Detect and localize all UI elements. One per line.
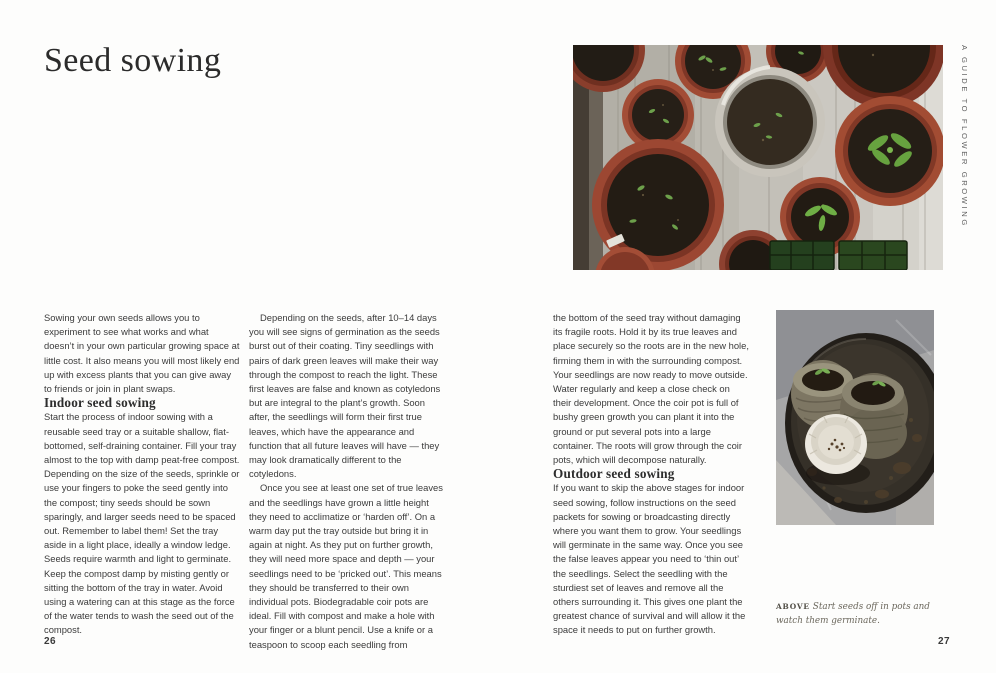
paragraph-harden-off: Once you see at least one set of true leaves and the seedlings have grown a little height they need to acclimatize or ‘harden off’. On a warm day put the tray outside but bring it in again at night. As they put on further growth, they will need more space and depth — your seedlings need to be ‘pricked out’. This means they should be transferred to their own individual pots. Biodegradable coir pots are ideal. Fill with compost and make a hole with your finger or a blunt pencil. Use a knife or a teaspoon to scoop each seedling from (249, 482, 443, 650)
photo-terracotta-seedling-pots (573, 45, 943, 270)
page-number-right: 27 (938, 636, 951, 647)
paragraph-indoor: Start the process of indoor sowing with a reusable seed tray or a suitable shallow, flat-bottomed, self-draining container. Fill your tray almost to the top with damp peat-free compost. Depending on the size of the seeds, sprinkle or use your fingers to poke the seed gently into the compost; tiny seeds should be sown sparingly, and larger seeds need to be spaced out. Remember to label them! Set the tray aside in a light place, ideally a window ledge. Seeds require warmth and light to germinate. Keep the compost damp by misting gently or sitting the bottom of the tray in water. Avoid using a watering can at this stage as the force of the water tends to wash the seed out of the compost. (44, 411, 240, 636)
photo-coir-pots-tray (776, 310, 934, 525)
photo-caption (776, 600, 944, 628)
paragraph-intro: Sowing your own seeds allows you to experiment to see what works and what doesn’t in your own particular growing space at little cost. It also means you will most likely end up with excess plants that you can give away to friends or join in plant swaps. (44, 312, 240, 395)
section-heading-outdoor: Outdoor seed sowing (553, 466, 675, 482)
body-column-2 (249, 311, 446, 652)
body-column-1 (44, 311, 241, 638)
section-heading-indoor: Indoor seed sowing (44, 395, 156, 411)
paragraph-pricking-out: the bottom of the seed tray without damaging its fragile roots. Hold it by its true leaves and place securely so the roots are in the new hole, firming them in with the surrounding compost. Your seedlings are now ready to move outside. Water regularly and keep a close check on their development. Once the coir pot is full of bushy green growth you can plant it into the ground or put several pots into a large container. The roots will grow through the coir pots, which will decompose naturally. (553, 312, 749, 466)
body-column-3 (553, 311, 750, 638)
page-number-left: 26 (44, 636, 57, 647)
vertical-running-head: A GUIDE TO FLOWER GROWING (960, 45, 969, 228)
paragraph-outdoor: If you want to skip the above stages for indoor seed sowing, follow instructions on the seed packets for sowing or broadcasting directly where you want them to grow. Your seedlings will germinate in the same way. Once you see the false leaves appear you need to ‘thin out’ the seedlings. Select the seedling with the sturdiest set of leaves and remove all the others surrounding it. This gives one plant the greatest chance of survival and will allow it the space it needs to put on further growth. (553, 482, 746, 636)
caption-label: ABOVE (776, 602, 810, 611)
page-title: Seed sowing (44, 42, 222, 79)
coir-pots-illustration (776, 310, 934, 525)
terracotta-pots-illustration (573, 45, 943, 270)
caption-text: Start seeds off in pots and watch them germinate. (776, 602, 930, 626)
paragraph-germination: Depending on the seeds, after 10–14 days you will see signs of germination as the seeds burst out of their coating. Tiny seedlings with pairs of dark green leaves will make their way through the compost to reach the light. These first leaves are false and known as cotyledons but are integral to the plant’s growth. Soon after, the seedlings will form their first true leaves, which have the appearance and function that all future leaves will have — they may look dramatically different to the cotyledons. (249, 312, 441, 480)
